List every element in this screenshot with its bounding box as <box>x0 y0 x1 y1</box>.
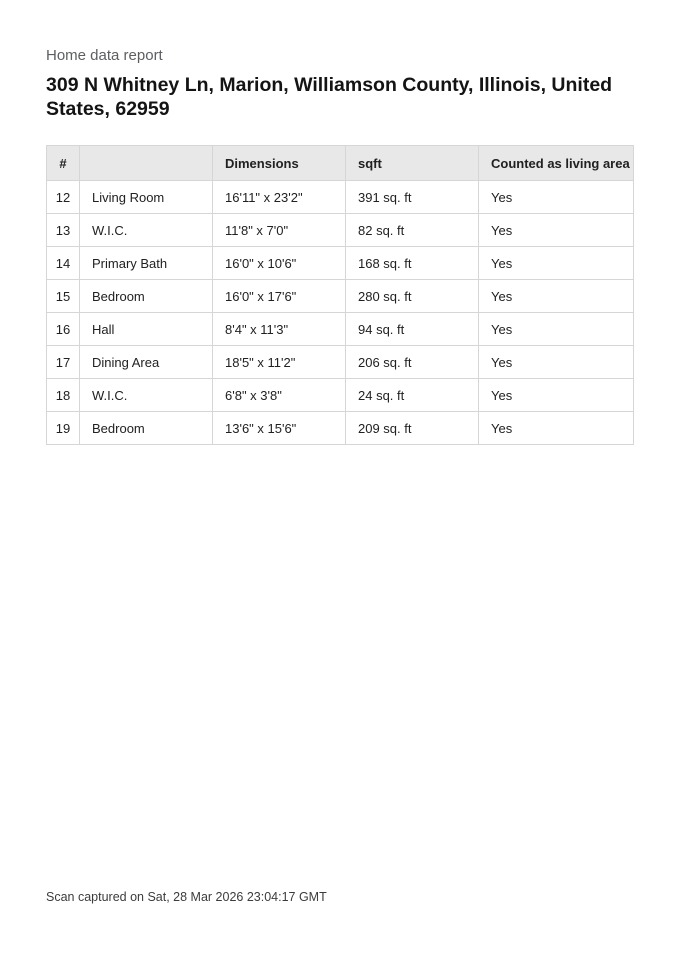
cell-row-number: 17 <box>47 346 80 379</box>
cell-sqft: 82 sq. ft <box>346 214 479 247</box>
cell-counted: Yes <box>479 379 634 412</box>
cell-dimensions: 13'6" x 15'6" <box>213 412 346 445</box>
report-type-label: Home data report <box>46 47 163 64</box>
col-header-number: # <box>47 146 80 181</box>
cell-room-name: Hall <box>80 313 213 346</box>
table-row <box>47 280 634 313</box>
cell-sqft: 24 sq. ft <box>346 379 479 412</box>
col-header-dimensions: Dimensions <box>213 146 346 181</box>
scan-timestamp: Scan captured on Sat, 28 Mar 2026 23:04:17 GMT <box>46 890 327 904</box>
page-title-address: 309 N Whitney Ln, Marion, Williamson County, Illinois, United States, 62959 <box>46 74 613 120</box>
cell-room-name: Living Room <box>80 181 213 214</box>
table-row <box>47 214 634 247</box>
cell-row-number: 18 <box>47 379 80 412</box>
cell-counted: Yes <box>479 214 634 247</box>
cell-row-number: 13 <box>47 214 80 247</box>
cell-room-name: W.I.C. <box>80 214 213 247</box>
cell-dimensions: 16'0" x 10'6" <box>213 247 346 280</box>
table-row <box>47 247 634 280</box>
cell-room-name: W.I.C. <box>80 379 213 412</box>
table-row <box>47 412 634 445</box>
cell-counted: Yes <box>479 412 634 445</box>
table-row <box>47 313 634 346</box>
table-row <box>47 379 634 412</box>
cell-sqft: 94 sq. ft <box>346 313 479 346</box>
cell-room-name: Dining Area <box>80 346 213 379</box>
cell-counted: Yes <box>479 280 634 313</box>
table-body <box>47 181 634 445</box>
col-header-sqft: sqft <box>346 146 479 181</box>
cell-sqft: 280 sq. ft <box>346 280 479 313</box>
cell-sqft: 206 sq. ft <box>346 346 479 379</box>
cell-counted: Yes <box>479 181 634 214</box>
cell-sqft: 209 sq. ft <box>346 412 479 445</box>
cell-row-number: 16 <box>47 313 80 346</box>
cell-dimensions: 16'11" x 23'2" <box>213 181 346 214</box>
report-content <box>0 0 679 445</box>
cell-room-name: Primary Bath <box>80 247 213 280</box>
cell-dimensions: 6'8" x 3'8" <box>213 379 346 412</box>
cell-room-name: Bedroom <box>80 280 213 313</box>
cell-counted: Yes <box>479 313 634 346</box>
cell-counted: Yes <box>479 346 634 379</box>
cell-row-number: 19 <box>47 412 80 445</box>
rooms-table <box>46 145 634 445</box>
col-header-counted: Counted as living area <box>479 146 634 181</box>
cell-dimensions: 8'4" x 11'3" <box>213 313 346 346</box>
table-header-row <box>47 146 634 181</box>
cell-dimensions: 18'5" x 11'2" <box>213 346 346 379</box>
cell-room-name: Bedroom <box>80 412 213 445</box>
cell-row-number: 15 <box>47 280 80 313</box>
cell-dimensions: 16'0" x 17'6" <box>213 280 346 313</box>
cell-sqft: 391 sq. ft <box>346 181 479 214</box>
col-header-room <box>80 146 213 181</box>
table-row <box>47 181 634 214</box>
cell-dimensions: 11'8" x 7'0" <box>213 214 346 247</box>
cell-row-number: 14 <box>47 247 80 280</box>
cell-row-number: 12 <box>47 181 80 214</box>
table-row <box>47 346 634 379</box>
cell-counted: Yes <box>479 247 634 280</box>
cell-sqft: 168 sq. ft <box>346 247 479 280</box>
